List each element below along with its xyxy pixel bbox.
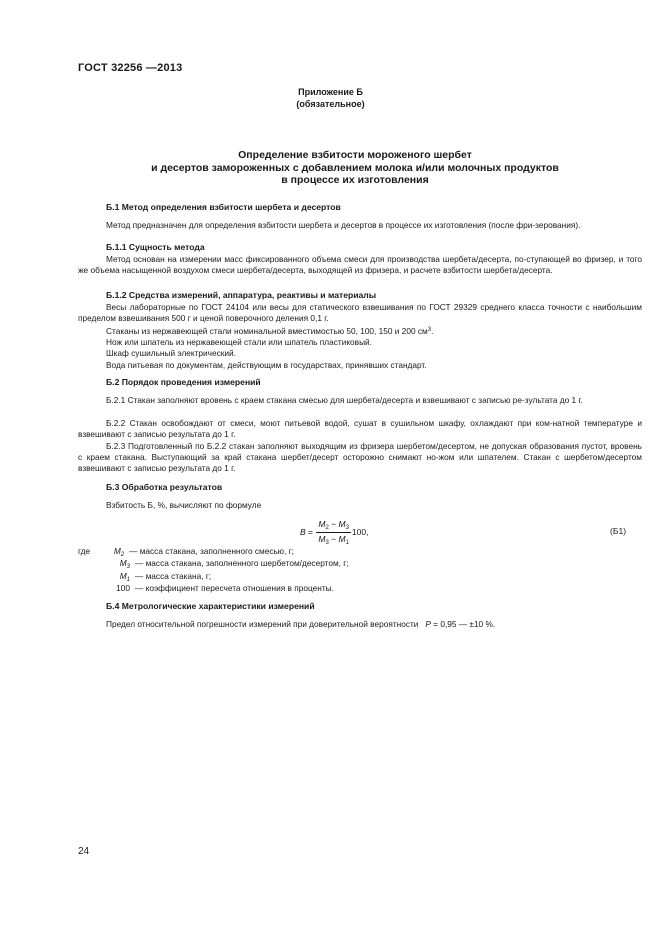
procedure-step-3: Б.2.3 Подготовленный по Б.2.2 стакан заполняют выходящим из фризера шербетом/десертом, не допуская образования пустот, вровень с краем стакана. Выступающий за край стакана шербет/десерт осторожно снимают но-жом или шпателем. Стакан с шербетом/десертом взвешивают с записью результата до 1 г. — [78, 441, 642, 474]
equipment-item-cups-text: Стаканы из нержавеющей стали номинальной вместимостью 50, 100, 150 и 200 см — [106, 326, 428, 336]
den-sym-b: М — [338, 534, 346, 544]
title-line-1: Определение взбитости мороженого шербет — [238, 149, 472, 161]
var-sym: М — [119, 558, 127, 568]
variable-row — [78, 571, 211, 583]
var-sym: М — [119, 571, 127, 581]
section-b3-heading: Б.3 Обработка результатов — [106, 482, 223, 492]
variable-description: — масса стакана, заполненного шербетом/десертом, г; — [135, 558, 349, 568]
section-b1-text: Метод предназначен для определения взбитости шербета и десертов в процессе их изготовления (после фри-зерования). — [106, 220, 581, 230]
procedure-step-1: Б.2.1 Стакан заполняют вровень с краем стакана смесью для шербета/десерта и взвешивают с записью ре-зультата до 1 г. — [106, 395, 583, 405]
equipment-item-cups-period: . — [431, 326, 434, 336]
num-sub-b: 3 — [345, 525, 349, 531]
equipment-item-knife: Нож или шпатель из нержавеющей стали или шпатель пластиковый. — [106, 337, 372, 347]
den-sub-b: 1 — [345, 540, 349, 546]
appendix-label: Приложение Б — [298, 87, 363, 97]
b4-text-b: = 0,95 — ±10 %. — [430, 619, 496, 629]
equipment-item-oven: Шкаф сушильный электрический. — [106, 348, 236, 358]
variable-row — [78, 583, 334, 593]
formula-fraction — [316, 519, 351, 546]
cubic-superscript: 3 — [427, 327, 432, 333]
variable-symbol — [90, 546, 124, 558]
formula-numerator — [316, 519, 351, 533]
equipment-item-cups — [78, 325, 642, 337]
section-b12-heading: Б.1.2 Средства измерений, аппаратура, реактивы и материалы — [106, 290, 377, 300]
title-line-3: в процессе их изготовления — [281, 174, 429, 186]
foam-formula — [300, 519, 368, 546]
variable-row — [78, 558, 349, 570]
variable-description: — масса стакана, г; — [135, 571, 212, 581]
equipment-item-water: Вода питьевая по документам, действующим в государствах, принявших стандарт. — [106, 360, 427, 370]
variable-description: — масса стакана, заполненного смесью, г; — [129, 546, 294, 556]
num-minus: − — [328, 519, 339, 529]
formula-denominator — [316, 533, 351, 546]
num-sym-b: М — [338, 519, 346, 529]
variable-symbol — [78, 583, 130, 593]
section-b11-heading: Б.1.1 Сущность метода — [106, 242, 205, 252]
title-line-2: и десертов замороженных с добавлением молока и/или молочных продуктов — [151, 161, 559, 174]
var-sub: 2 — [120, 552, 125, 558]
probability-symbol: Р — [425, 619, 431, 629]
num-sub-a: 2 — [325, 525, 329, 531]
var-sub: 1 — [126, 577, 130, 583]
var-sub: 3 — [126, 564, 130, 570]
b4-text-a: Предел относительной погрешности измерений при доверительной вероятности — [106, 619, 419, 629]
variable-symbol — [78, 571, 130, 583]
document-code: ГОСТ 32256 —2013 — [78, 62, 183, 74]
section-b4-heading: Б.4 Метрологические характеристики измерений — [106, 601, 315, 611]
formula-multiplier: 100, — [351, 526, 369, 537]
section-b4-text — [78, 619, 642, 630]
appendix-title — [60, 149, 650, 187]
formula-lhs: В — [300, 526, 306, 537]
num-sym-a: М — [318, 519, 326, 529]
section-b11-text: Метод основан на измерении масс фиксированного объема смеси для производства шербета/десерта, по-ступающей во фризер, и того же объема насыщенной воздухом смеси шербета/десерта, выходящей из фризера, и расчете взбитости шербета/десерта. — [78, 254, 642, 276]
appendix-heading — [0, 87, 661, 110]
procedure-step-2: Б.2.2 Стакан освобождают от смеси, моют питьевой водой, сушат в сушильном шкафу, охлаждают при ком-натной температуре и взвешивают с записью результата до 1 г. — [78, 418, 642, 440]
equation-number: (Б1) — [610, 526, 627, 536]
variable-row — [78, 546, 294, 558]
formula-equals: = — [305, 526, 316, 537]
equipment-item-scales: Весы лабораторные по ГОСТ 24104 или весы для статического взвешивания по ГОСТ 29329 среднего класса точности с наибольшим пределом взвешивания 500 г и ценой поверочного деления 0,1 г. — [78, 302, 642, 324]
den-minus: − — [328, 534, 339, 544]
section-b1-heading: Б.1 Метод определения взбитости шербета и десертов — [106, 202, 341, 212]
where-word: где — [78, 546, 91, 556]
variable-symbol — [78, 558, 130, 570]
var-sym: М — [113, 546, 121, 556]
section-b2-heading: Б.2 Порядок проведения измерений — [106, 377, 261, 387]
den-sym-a: М — [318, 534, 326, 544]
variable-description: — коэффициент пересчета отношения в проценты. — [135, 583, 334, 593]
page-number: 24 — [78, 846, 90, 857]
var-sym: 100 — [116, 583, 130, 593]
formula-intro: Взбитость Б, %, вычисляют по формуле — [106, 500, 262, 510]
appendix-status: (обязательное) — [296, 98, 365, 109]
den-sub-a: 3 — [325, 540, 329, 546]
